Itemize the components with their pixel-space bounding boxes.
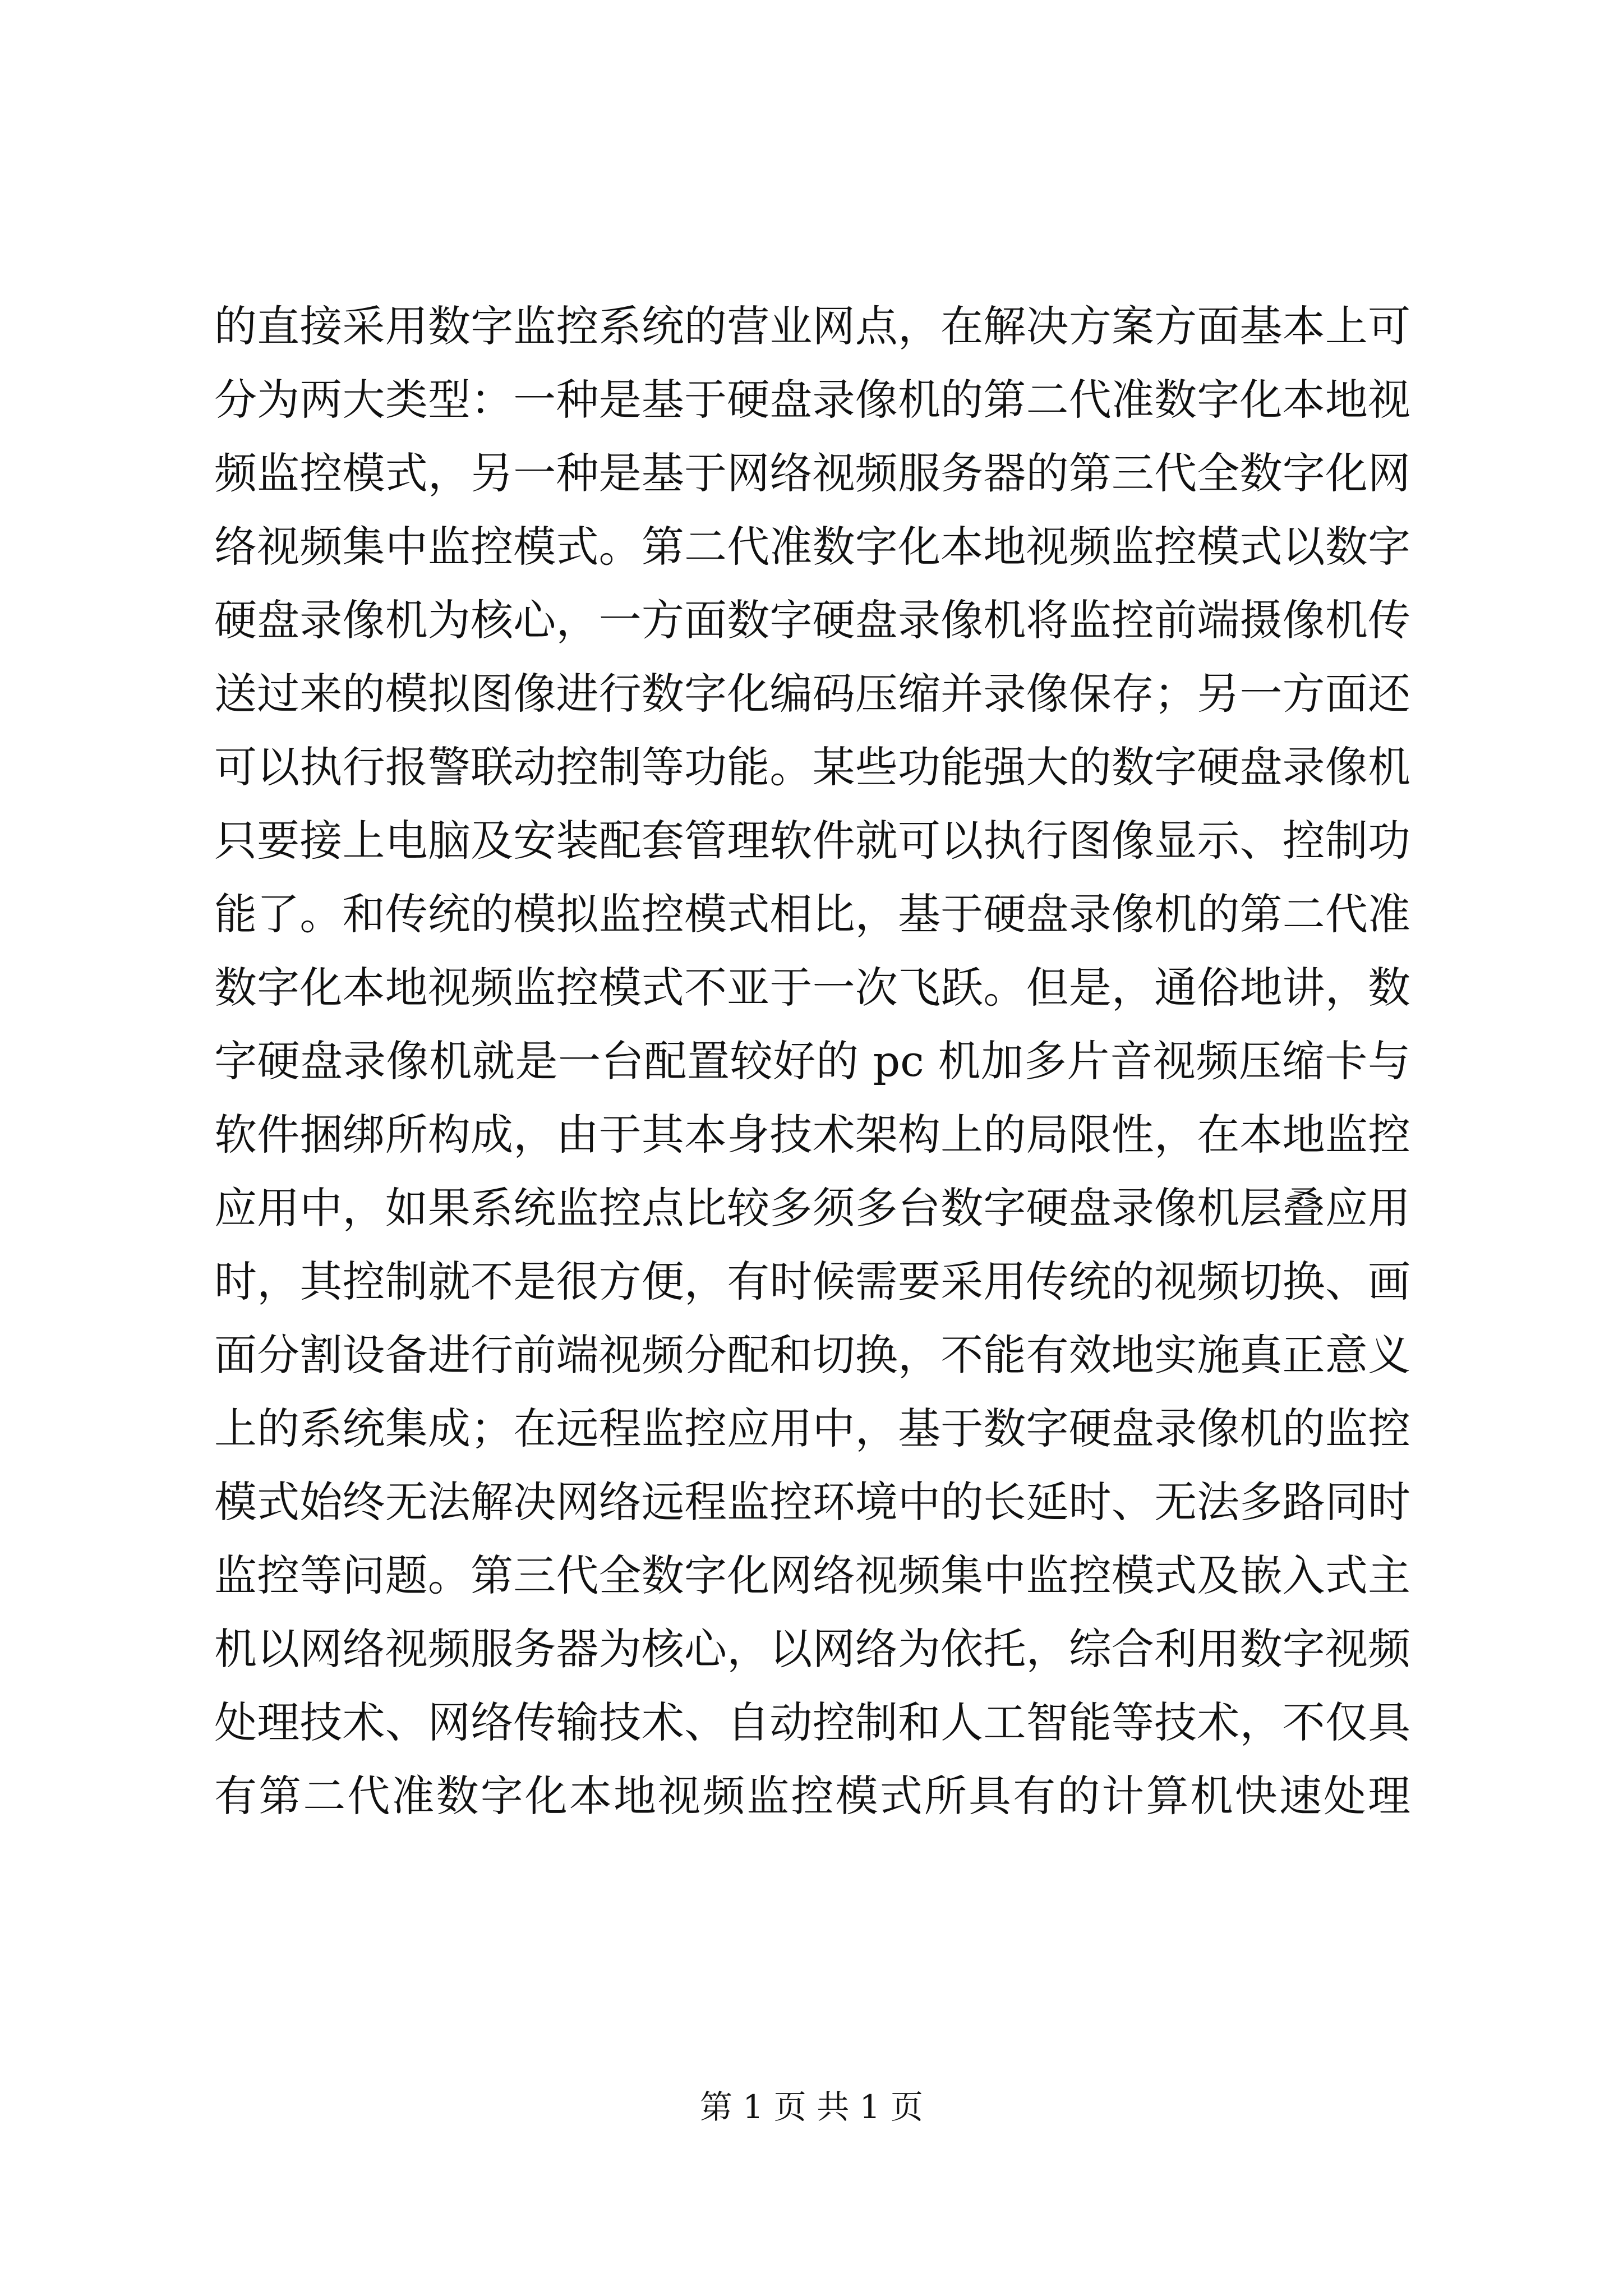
text-line: 送过来的模拟图像进行数字化编码压缩并录像保存；另一方面还 bbox=[214, 669, 1410, 719]
text-line: 能了。和传统的模拟监控模式相比，基于硬盘录像机的第二代准 bbox=[214, 889, 1410, 939]
text-line: 面分割设备进行前端视频分配和切换，不能有效地实施真正意义 bbox=[214, 1330, 1410, 1380]
page-number-footer: 第 1 页 共 1 页 bbox=[700, 2088, 923, 2126]
text-line: 的直接采用数字监控系统的营业网点，在解决方案方面基本上可 bbox=[214, 301, 1410, 351]
text-line: 字硬盘录像机就是一台配置较好的 pc 机加多片音视频压缩卡与 bbox=[214, 1036, 1410, 1086]
text-line: 有第二代准数字化本地视频监控模式所具有的计算机快速处理 bbox=[214, 1771, 1410, 1821]
text-line: 可以执行报警联动控制等功能。某些功能强大的数字硬盘录像机 bbox=[214, 742, 1410, 792]
body-text bbox=[214, 289, 1410, 1833]
text-line: 时，其控制就不是很方便，有时候需要采用传统的视频切换、画 bbox=[214, 1257, 1410, 1306]
text-line: 模式始终无法解决网络远程监控环境中的长延时、无法多路同时 bbox=[214, 1477, 1410, 1527]
text-line: 处理技术、网络传输技术、自动控制和人工智能等技术，不仅具 bbox=[214, 1697, 1410, 1747]
text-line: 机以网络视频服务器为核心，以网络为依托，综合利用数字视频 bbox=[214, 1624, 1410, 1674]
text-line: 络视频集中监控模式。第二代准数字化本地视频监控模式以数字 bbox=[214, 522, 1410, 572]
text-line: 应用中，如果系统监控点比较多须多台数字硬盘录像机层叠应用 bbox=[214, 1183, 1410, 1233]
text-line: 分为两大类型：一种是基于硬盘录像机的第二代准数字化本地视 bbox=[214, 375, 1410, 425]
text-line: 软件捆绑所构成，由于其本身技术架构上的局限性，在本地监控 bbox=[214, 1110, 1410, 1159]
text-line: 硬盘录像机为核心，一方面数字硬盘录像机将监控前端摄像机传 bbox=[214, 595, 1410, 645]
text-line: 数字化本地视频监控模式不亚于一次飞跃。但是，通俗地讲，数 bbox=[214, 963, 1410, 1013]
text-line: 上的系统集成；在远程监控应用中，基于数字硬盘录像机的监控 bbox=[214, 1404, 1410, 1453]
text-line: 只要接上电脑及安装配套管理软件就可以执行图像显示、控制功 bbox=[214, 816, 1410, 866]
text-line: 频监控模式，另一种是基于网络视频服务器的第三代全数字化网 bbox=[214, 448, 1410, 498]
text-line: 监控等问题。第三代全数字化网络视频集中监控模式及嵌入式主 bbox=[214, 1550, 1410, 1600]
